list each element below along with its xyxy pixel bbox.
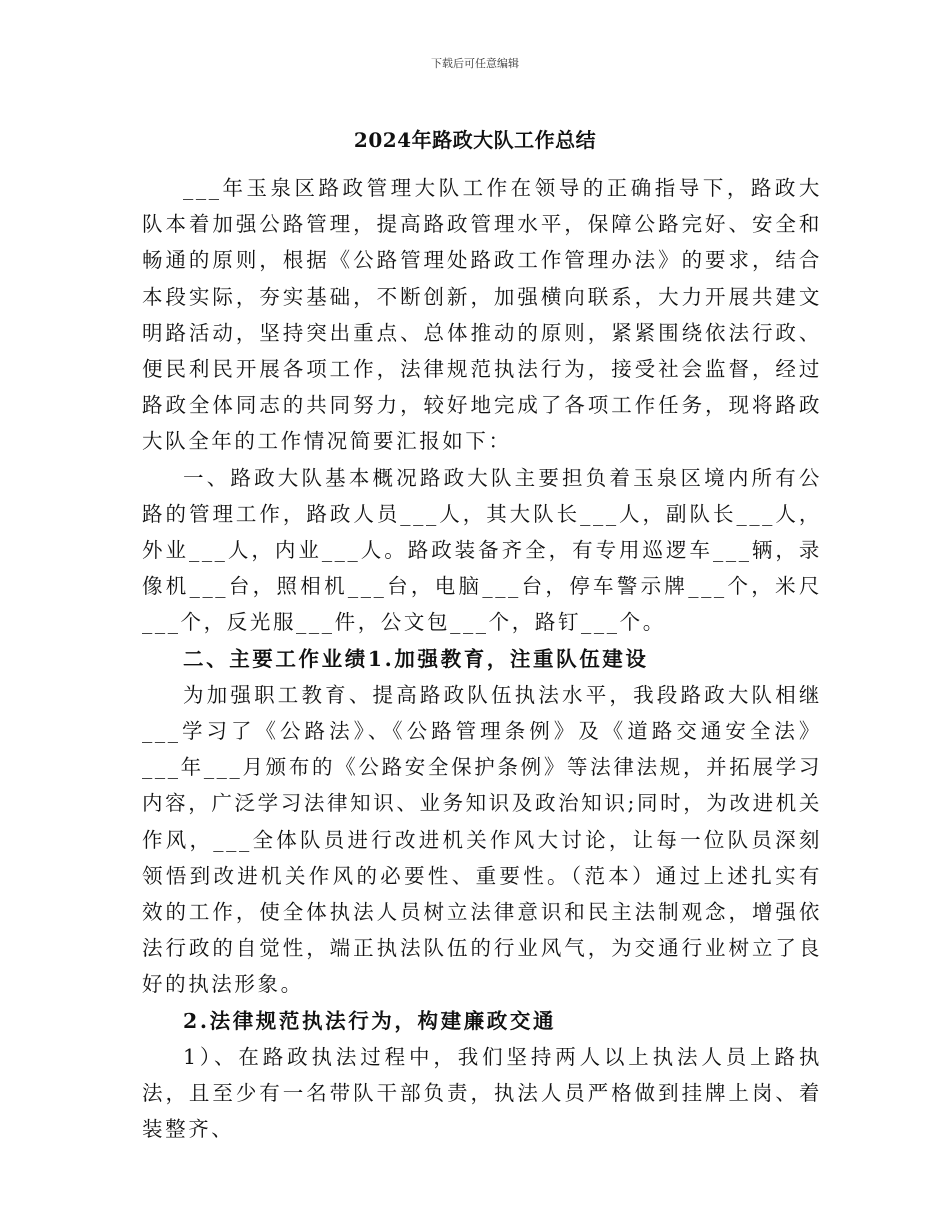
document-body [142,170,822,1147]
section-heading-law-enforcement: 2.法律规范执法行为，构建廉政交通 [183,1008,557,1033]
document-title: 2024年路政大队工作总结 [353,128,597,152]
enforcement-paragraph: 1）、在路政执法过程中，我们坚持两人以上执法人员上路执法，且至少有一名带队干部负责，执法人员严格做到挂牌上岗、着装整齐、 [142,1044,822,1142]
education-paragraph: 为加强职工教育、提高路政队伍执法水平，我段路政大队相继___学习了《公路法》、《公路管理条例》及《道路交通安全法》___年___月颁布的《公路安全保护条例》等法律法规，并拓展学习内容，广泛学习法律知识、业务知识及政治知识;同时，为改进机关作风，___全体队员进行改进机关作风大讨论，让每一位队员深刻领悟到改进机关作风的必要性、重要性。（范本）通过上述扎实有效的工作，使全体执法人员树立法律意识和民主法制观念，增强依法行政的自觉性，端正执法队伍的行业风气，为交通行业树立了良好的执法形象。 [142,682,822,997]
section-heading-achievements: 二、主要工作业绩1.加强教育，注重队伍建设 [183,646,649,671]
download-note: 下载后可任意编辑 [431,57,519,70]
overview-paragraph: 一、路政大队基本概况路政大队主要担负着玉泉区境内所有公路的管理工作，路政人员___人，其大队长___人，副队长___人，外业___人，内业___人。路政装备齐全，有专用巡逻车___辆，录像机___台，照相机___台，电脑___台，停车警示牌___个，米尺___个，反光服___件，公文包___个，路钉___个。 [142,465,822,635]
intro-paragraph: ___年玉泉区路政管理大队工作在领导的正确指导下，路政大队本着加强公路管理，提高路政管理水平，保障公路完好、安全和畅通的原则，根据《公路管理处路政工作管理办法》的要求，结合本段实际，夯实基础，不断创新，加强横向联系，大力开展共建文明路活动，坚持突出重点、总体推动的原则，紧紧围绕依法行政、便民利民开展各项工作，法律规范执法行为，接受社会监督，经过路政全体同志的共同努力，较好地完成了各项工作任务，现将路政大队全年的工作情况简要汇报如下： [142,176,822,454]
